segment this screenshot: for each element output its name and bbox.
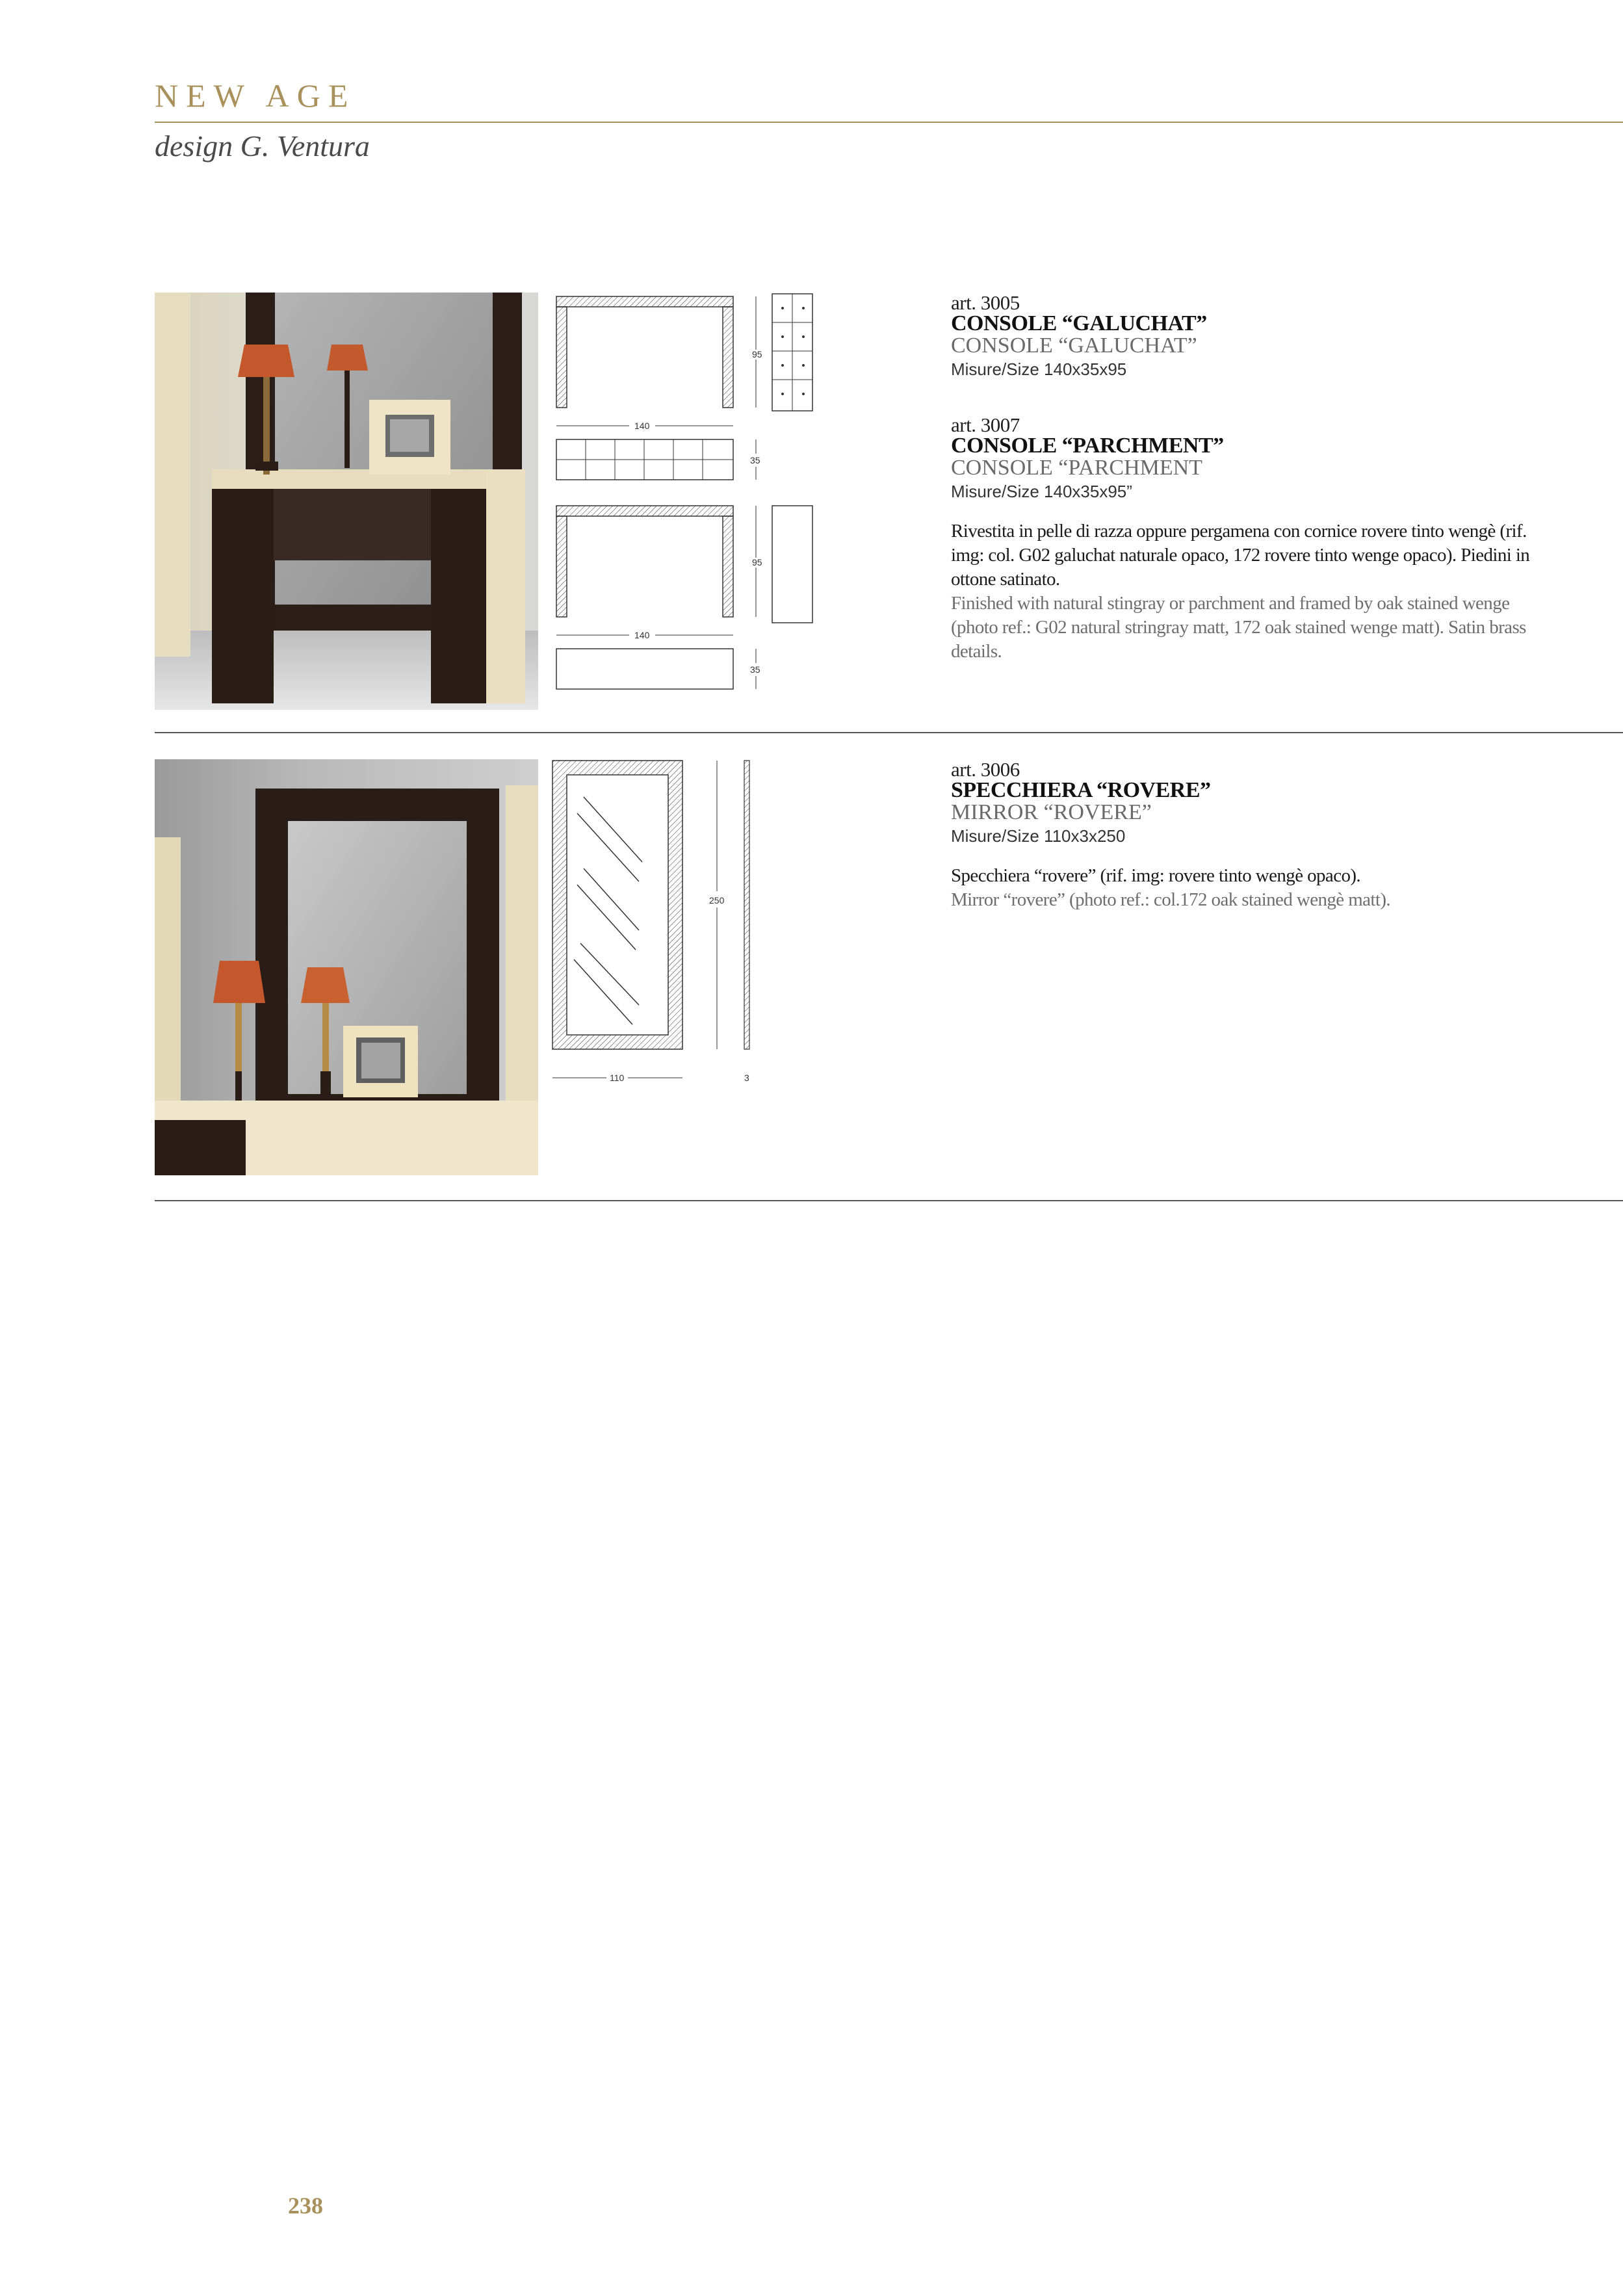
dim-mirror-width: 110 xyxy=(610,1073,625,1083)
product-block-3007 xyxy=(951,415,1536,664)
dim-console-width-1: 140 xyxy=(634,421,650,431)
brand-title: NEW AGE xyxy=(155,77,356,114)
dim-console-depth-1: 35 xyxy=(750,455,760,465)
product-name: CONSOLE “GALUCHAT” xyxy=(951,311,1207,335)
console-side-view-2 xyxy=(772,506,812,623)
mirror-technical-drawings xyxy=(551,758,759,1096)
section-divider-2 xyxy=(155,1200,1623,1201)
console-technical-drawings xyxy=(551,291,824,701)
article-number: art. 3006 xyxy=(951,758,1020,781)
article-number: art. 3005 xyxy=(951,291,1020,314)
product-name: SPECCHIERA “ROVERE” xyxy=(951,778,1211,802)
console-photo xyxy=(155,293,538,710)
dim-console-depth-2: 35 xyxy=(750,664,760,675)
description-english: Mirror “rovere” (photo ref.: col.172 oak stained wengè matt). xyxy=(951,889,1391,910)
section-divider-1 xyxy=(155,732,1623,733)
product-size: Misure/Size 110x3x250 xyxy=(951,826,1126,846)
product-size: Misure/Size 140x35x95 xyxy=(951,359,1127,379)
description-italian: Specchiera “rovere” (rif. img: rovere tinto wengè opaco). xyxy=(951,865,1361,886)
description-english: Finished with natural stingray or parchment and framed by oak stained wenge (photo ref.: G02 natural stringray matt, 172 oak stained wenge matt). Satin brass details. xyxy=(951,593,1526,662)
dim-console-height-2: 95 xyxy=(752,557,762,567)
dim-console-width-2: 140 xyxy=(634,630,650,640)
description-italian: Rivestita in pelle di razza oppure pergamena con cornice rovere tinto wengè (rif. img: col. G02 galuchat naturale opaco, 172 rovere tinto wenge opaco). Piedini in ottone satinato. xyxy=(951,521,1530,590)
console-top-view-2 xyxy=(556,649,733,689)
console-side-view-1 xyxy=(772,294,812,411)
mirror-side-view xyxy=(744,761,749,1049)
product-name-en: CONSOLE “PARCHMENT xyxy=(951,456,1202,480)
product-name-en: CONSOLE “GALUCHAT” xyxy=(951,333,1197,358)
console-front-view-2 xyxy=(556,506,733,617)
product-name: CONSOLE “PARCHMENT” xyxy=(951,434,1224,458)
console-front-view-1 xyxy=(556,296,733,408)
dim-mirror-height: 250 xyxy=(709,895,725,906)
product-name-en: MIRROR “ROVERE” xyxy=(951,800,1152,824)
designer-credit: design G. Ventura xyxy=(155,129,370,163)
dim-mirror-depth: 3 xyxy=(744,1073,749,1083)
header-rule xyxy=(155,122,1623,123)
console-top-view-1 xyxy=(556,439,733,480)
article-number: art. 3007 xyxy=(951,413,1020,436)
product-block-3006 xyxy=(951,759,1536,912)
product-block-3005 xyxy=(951,293,1536,378)
dim-console-height-1: 95 xyxy=(752,349,762,359)
mirror-photo xyxy=(155,759,538,1175)
product-size: Misure/Size 140x35x95” xyxy=(951,482,1132,501)
mirror-front-view xyxy=(552,761,682,1049)
page-number: 238 xyxy=(288,2193,323,2219)
